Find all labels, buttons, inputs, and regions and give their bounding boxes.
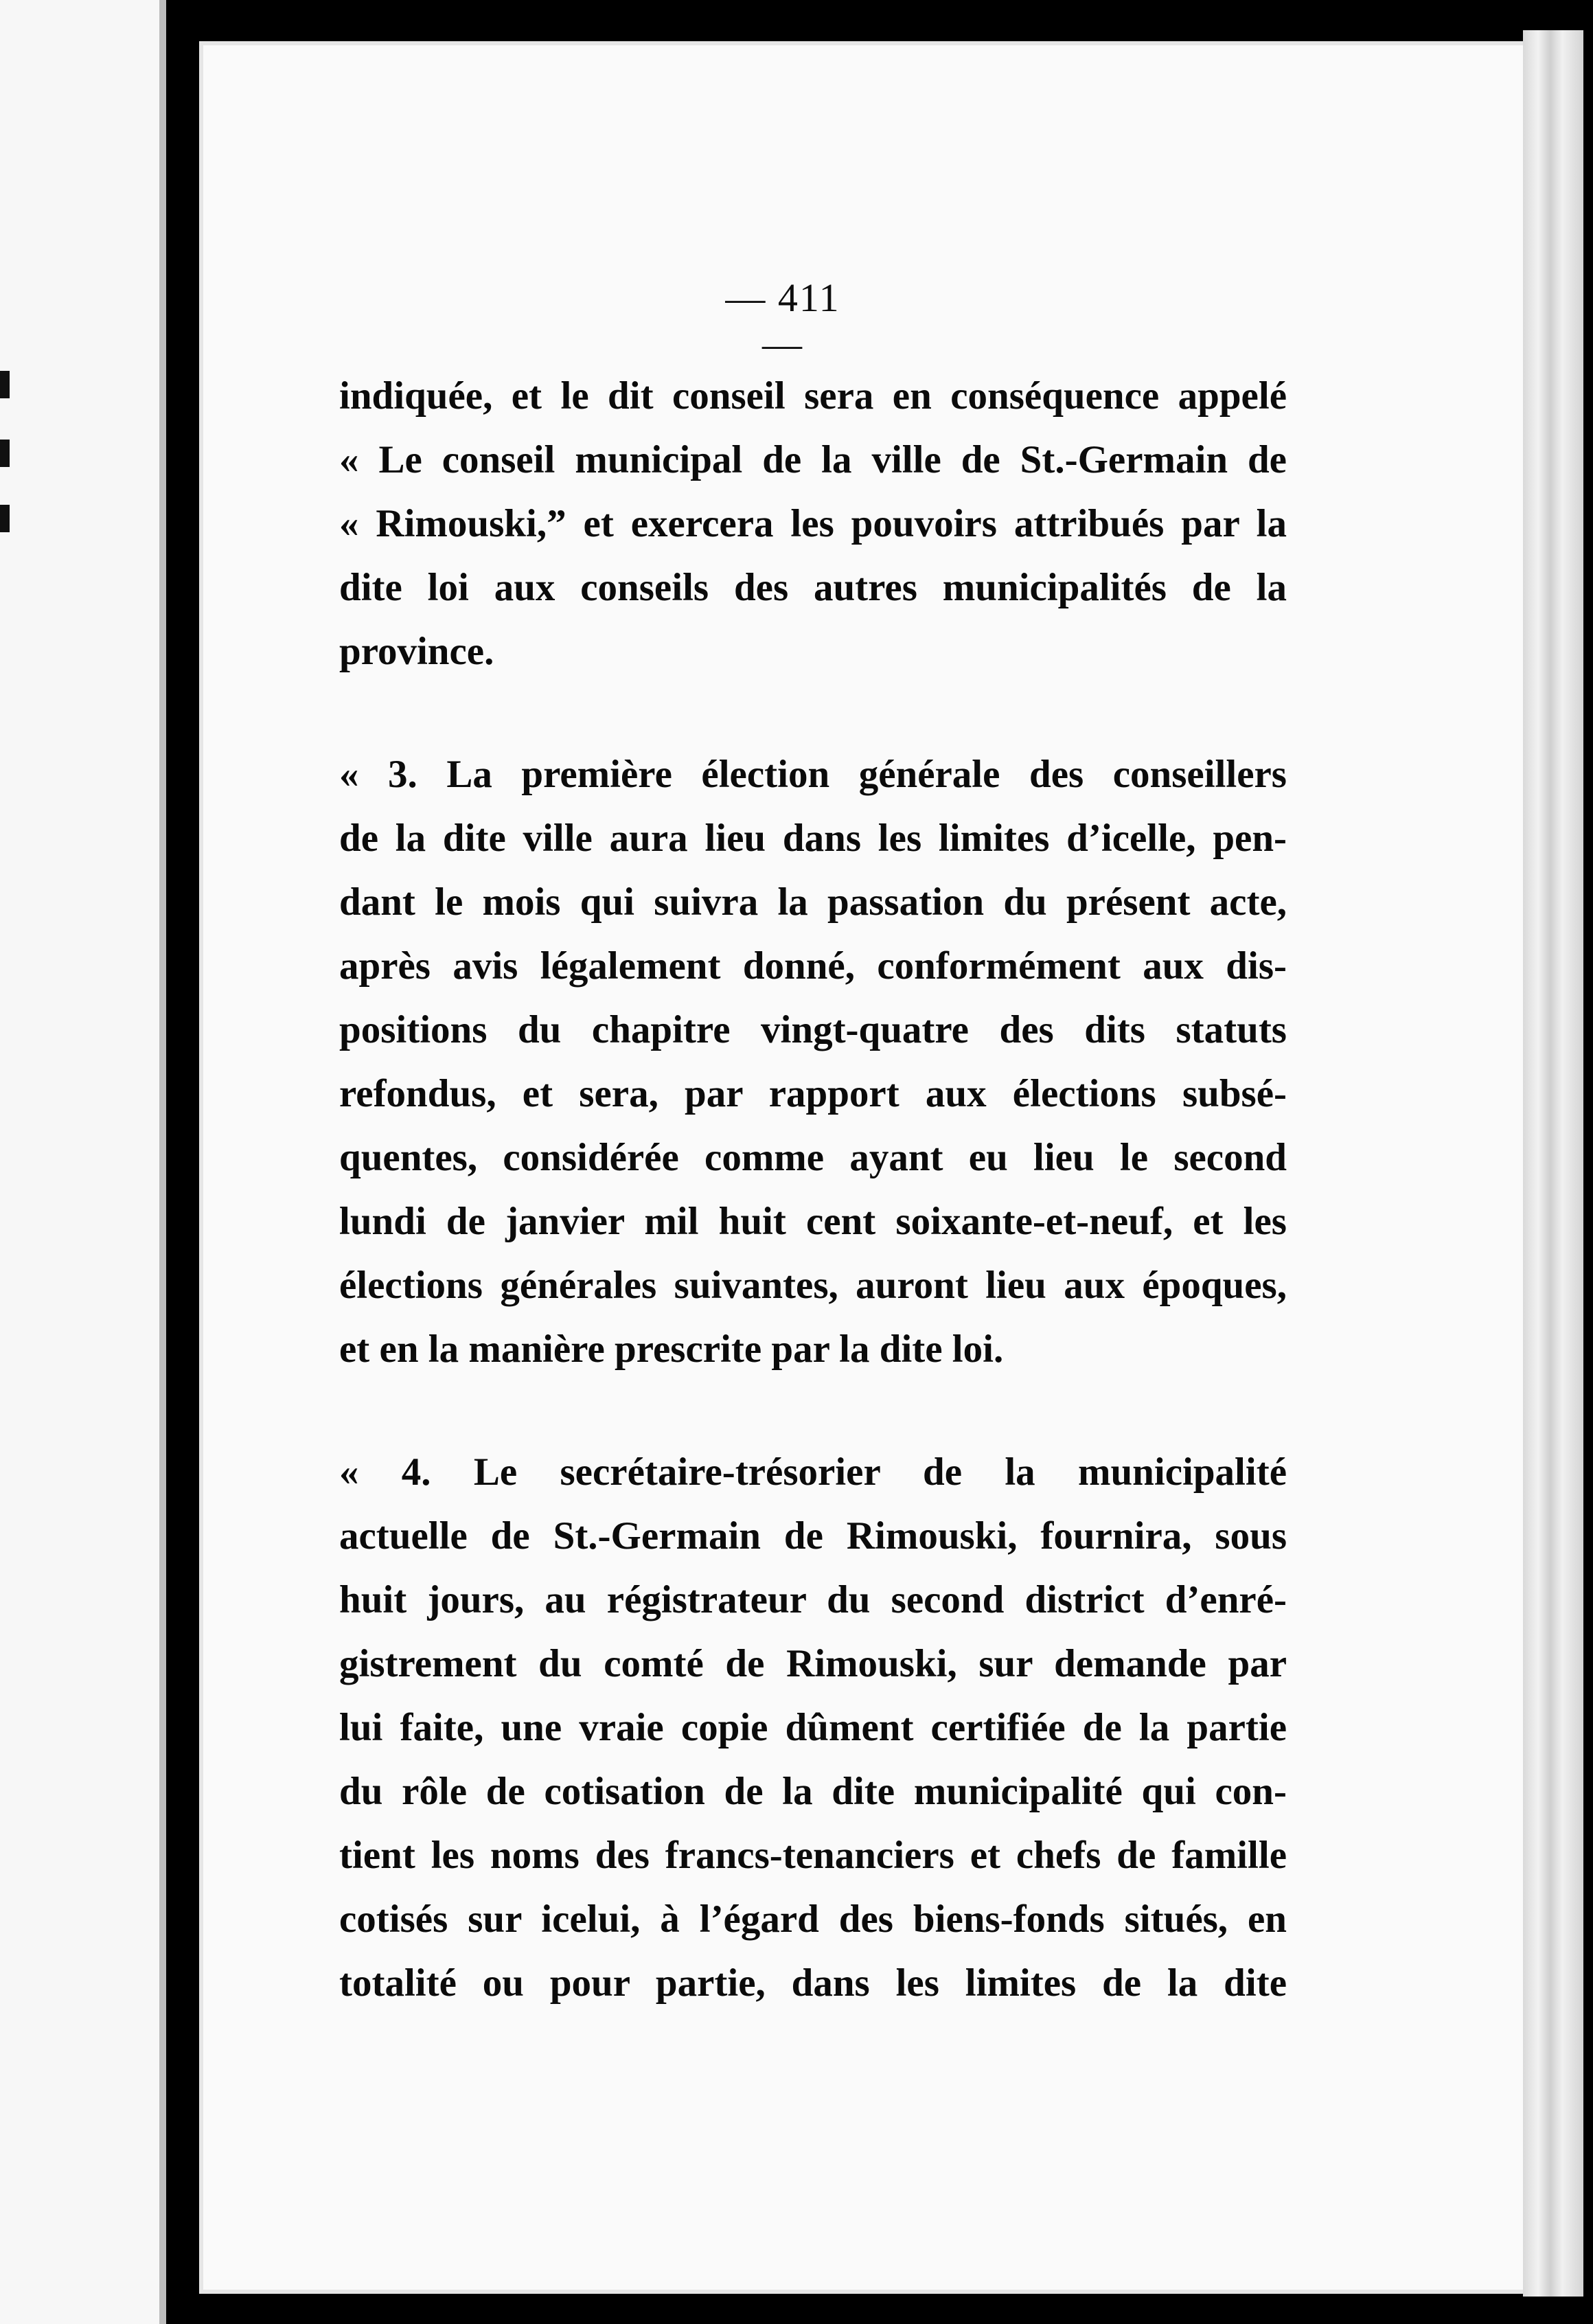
page-stack-edge <box>1523 30 1583 2297</box>
paragraph-1 <box>339 364 1287 683</box>
page-text <box>339 364 1287 2015</box>
text-line: dant le mois qui suivra la passation du présent acte, <box>339 880 1287 924</box>
text-line: refondus, et sera, par rapport aux élections subsé- <box>339 1072 1287 1115</box>
text-line: positions du chapitre vingt-quatre des dits statuts <box>339 1008 1287 1051</box>
text-line: gistrement du comté de Rimouski, sur demande par <box>339 1642 1287 1685</box>
text-line: du rôle de cotisation de la dite municipalité qui con- <box>339 1770 1287 1813</box>
text-line: totalité ou pour partie, dans les limites de la dite <box>339 1961 1287 2005</box>
text-line: « Le conseil municipal de la ville de St.-Germain de <box>339 438 1287 481</box>
text-line: élections générales suivantes, auront lieu aux époques, <box>339 1264 1287 1307</box>
text-line: actuelle de St.-Germain de Rimouski, fournira, sous <box>339 1514 1287 1558</box>
text-line: dite loi aux conseils des autres municipalités de la <box>339 566 1287 609</box>
page-number: — 411 — <box>725 275 840 366</box>
text-line: « 3. La première élection générale des conseillers <box>339 753 1287 796</box>
text-line: lui faite, une vraie copie dûment certifiée de la partie <box>339 1706 1287 1749</box>
text-line: après avis légalement donné, conformément aux dis- <box>339 944 1287 988</box>
text-line: « Rimouski,” et exercera les pouvoirs attribués par la <box>339 502 1287 545</box>
text-line: province. <box>339 630 494 673</box>
previous-page-mark <box>0 505 10 532</box>
previous-page-mark <box>0 440 10 467</box>
text-line: lundi de janvier mil huit cent soixante-et-neuf, et les <box>339 1200 1287 1243</box>
text-line: quentes, considérée comme ayant eu lieu le second <box>339 1136 1287 1179</box>
previous-page-edge <box>0 0 166 2324</box>
text-line: huit jours, au régistrateur du second district d’enré- <box>339 1578 1287 1621</box>
text-line: et en la manière prescrite par la dite loi. <box>339 1328 1004 1371</box>
previous-page-mark <box>0 371 10 398</box>
paragraph-3 <box>339 1440 1287 2015</box>
text-line: tient les noms des francs-tenanciers et chefs de famille <box>339 1834 1287 1877</box>
paragraph-2 <box>339 742 1287 1381</box>
text-line: indiquée, et le dit conseil sera en conséquence appelé <box>339 374 1287 418</box>
text-line: de la dite ville aura lieu dans les limites d’icelle, pen- <box>339 817 1287 860</box>
text-line: cotisés sur icelui, à l’égard des biens-fonds situés, en <box>339 1898 1287 1941</box>
text-line: « 4. Le secrétaire-trésorier de la municipalité <box>339 1450 1287 1494</box>
